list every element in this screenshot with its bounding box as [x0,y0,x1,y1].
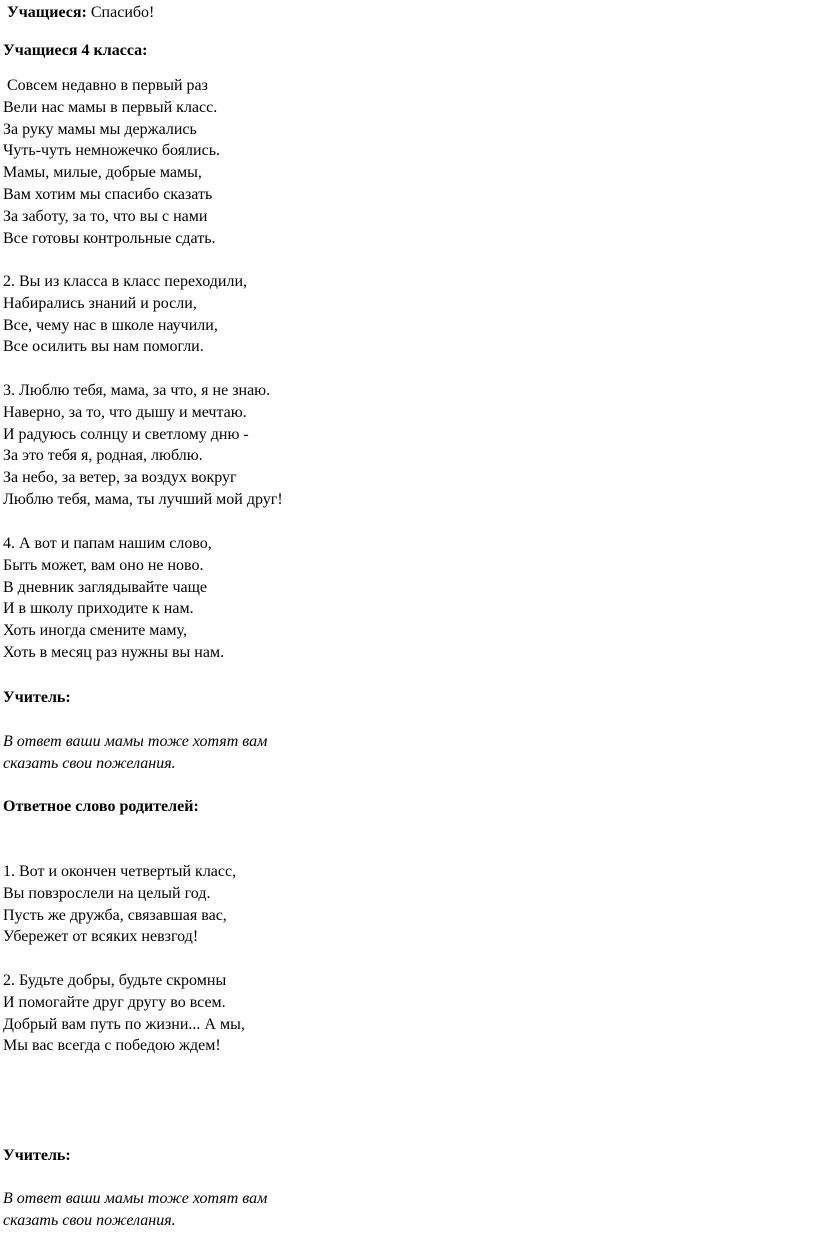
poem-line: Все осилить вы нам помогли. [3,338,204,356]
students-heading: Учащиеся 4 класса: [3,42,148,59]
poem-line: 3. Люблю тебя, мама, за что, я не знаю. [3,382,271,399]
opening-text: Спасибо! [86,4,155,21]
poem-line: Быть может, вам оно не ново. [3,556,204,574]
poem-line: Вели нас мамы в первый класс. [3,98,218,116]
poem-line: Хоть иногда смените маму, [3,622,187,640]
poem-line: Пусть же дружба, связавшая вас, [3,906,227,924]
teacher-line: В ответ ваши мамы тоже хотят вам [3,733,268,750]
teacher-2-heading: Учитель: [3,1147,71,1164]
poem-line: Все, чему нас в школе научили, [3,316,218,334]
students-stanza-2 [3,271,247,358]
poem-line: Совсем недавно в первый раз [7,77,208,94]
students-stanza-4 [3,533,224,664]
teacher-1-text [3,731,267,775]
poem-line: Мамы, милые, добрые мамы, [3,164,202,182]
students-stanza-1 [3,75,220,249]
teacher-line: сказать свои пожелания. [3,754,176,772]
poem-line: Чуть-чуть немножечко боялись. [3,142,220,160]
poem-line: И в школу приходите к нам. [3,600,194,618]
parents-stanza-2 [3,970,245,1057]
poem-line: Наверно, за то, что дышу и мечтаю. [3,403,247,421]
poem-line: Вам хотим мы спасибо сказать [3,185,213,203]
parents-heading: Ответное слово родителей: [3,798,199,815]
poem-line: За небо, за ветер, за воздух вокруг [3,469,237,487]
poem-line: Люблю тебя, мама, ты лучший мой друг! [3,490,283,508]
teacher-line: сказать свои пожелания. [3,1211,176,1229]
poem-line: И радуюсь солнцу и светлому дню - [3,425,249,443]
poem-line: За заботу, за то, что вы с нами [3,207,208,225]
teacher-2-text [3,1188,267,1232]
poem-line: За это тебя я, родная, люблю. [3,447,203,465]
poem-line: Все готовы контрольные сдать. [3,229,216,247]
opening-line [3,2,154,24]
poem-line: Мы вас всегда с победою ждем! [3,1037,221,1055]
poem-line: 4. А вот и папам нашим слово, [3,535,212,552]
poem-line: Добрый вам путь по жизни... А мы, [3,1015,245,1033]
poem-line: 2. Будьте добры, будьте скромны [3,972,227,989]
students-stanza-3 [3,380,283,511]
teacher-1-heading: Учитель: [3,689,71,706]
opening-speaker: Учащиеся: [7,4,87,21]
poem-line: За руку мамы мы держались [3,120,197,138]
poem-line: И помогайте друг другу во всем. [3,993,226,1011]
poem-line: Набирались знаний и росли, [3,294,197,312]
poem-line: 2. Вы из класса в класс переходили, [3,273,248,290]
teacher-line: В ответ ваши мамы тоже хотят вам [3,1190,268,1207]
poem-line: 1. Вот и окончен четвертый класс, [3,863,237,880]
poem-line: В дневник заглядывайте чаще [3,578,208,596]
parents-stanza-1 [3,861,236,948]
poem-line: Вы повзрослели на целый год. [3,884,211,902]
poem-line: Хоть в месяц раз нужны вы нам. [3,643,225,661]
poem-line: Убережет от всяких невзгод! [3,928,199,946]
